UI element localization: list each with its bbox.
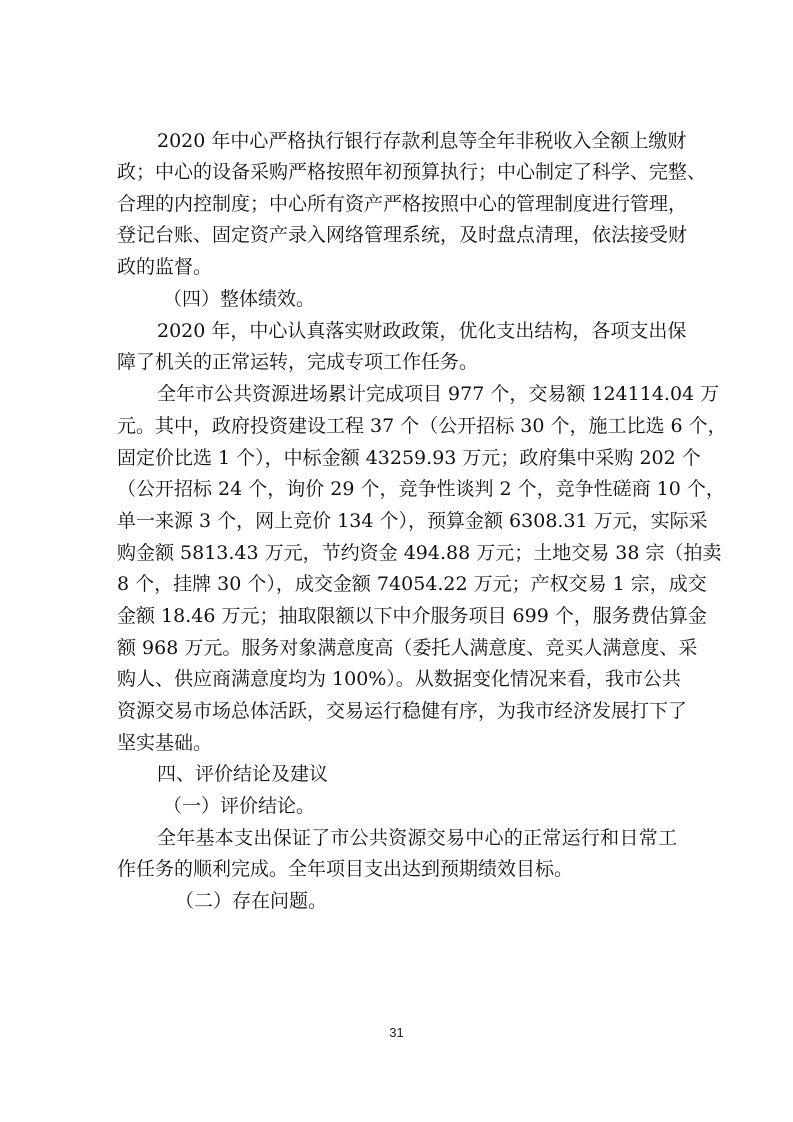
paragraph-line: 元。其中，政府投资建设工程 37 个（公开招标 30 个，施工比选 6 个， bbox=[117, 415, 727, 437]
paragraph-line: 2020 年中心严格执行银行存款利息等全年非税收入全额上缴财 bbox=[157, 130, 687, 152]
section-heading: 四、评价结论及建议 bbox=[157, 763, 329, 785]
paragraph-line: 登记台账、固定资产录入网络管理系统，及时盘点清理，依法接受财 bbox=[117, 224, 688, 246]
paragraph-line: 全年基本支出保证了市公共资源交易中心的正常运行和日常工 bbox=[157, 827, 677, 849]
paragraph-line: 作任务的顺利完成。全年项目支出达到预期绩效目标。 bbox=[117, 858, 574, 880]
paragraph-line: 单一来源 3 个，网上竞价 134 个），预算金额 6308.31 万元，实际采 bbox=[117, 510, 708, 532]
paragraph-line: 障了机关的正常运转，完成专项工作任务。 bbox=[117, 351, 479, 373]
paragraph-line: 坚实基础。 bbox=[117, 732, 213, 754]
paragraph-line: 金额 18.46 万元；抽取限额以下中介服务项目 699 个，服务费估算金 bbox=[117, 605, 707, 627]
paragraph-line: 政；中心的设备采购严格按照年初预算执行；中心制定了科学、完整、 bbox=[117, 161, 707, 183]
paragraph-line: 2020 年，中心认真落实财政政策，优化支出结构，各项支出保 bbox=[157, 320, 687, 342]
subsection-heading: （二）存在问题。 bbox=[175, 890, 328, 912]
page-number: 31 bbox=[389, 1025, 404, 1040]
section-heading: （四）整体绩效。 bbox=[163, 288, 316, 310]
paragraph-line: 资源交易市场总体活跃，交易运行稳健有序，为我市经济发展打下了 bbox=[117, 700, 688, 722]
paragraph-line: 购金额 5813.43 万元，节约资金 494.88 万元；土地交易 38 宗（拍卖 bbox=[117, 542, 722, 564]
paragraph-line: 8 个，挂牌 30 个），成交金额 74054.22 万元；产权交易 1 宗，成交 bbox=[117, 573, 707, 595]
paragraph-line: 购人、供应商满意度均为 100%）。从数据变化情况来看，我市公共 bbox=[117, 668, 681, 690]
paragraph-line: 全年市公共资源进场累计完成项目 977 个，交易额 124114.04 万 bbox=[157, 383, 720, 405]
paragraph-line: 额 968 万元。服务对象满意度高（委托人满意度、竞买人满意度、采 bbox=[117, 637, 698, 659]
paragraph-line: 政的监督。 bbox=[117, 256, 213, 278]
paragraph-line: 固定价比选 1 个），中标金额 43259.93 万元；政府集中采购 202 个 bbox=[117, 447, 701, 469]
paragraph-line: （公开招标 24 个，询价 29 个，竞争性谈判 2 个，竞争性磋商 10 个， bbox=[117, 478, 725, 500]
subsection-heading: （一）评价结论。 bbox=[163, 795, 316, 817]
paragraph-line: 合理的内控制度；中心所有资产严格按照中心的管理制度进行管理， bbox=[117, 193, 688, 215]
